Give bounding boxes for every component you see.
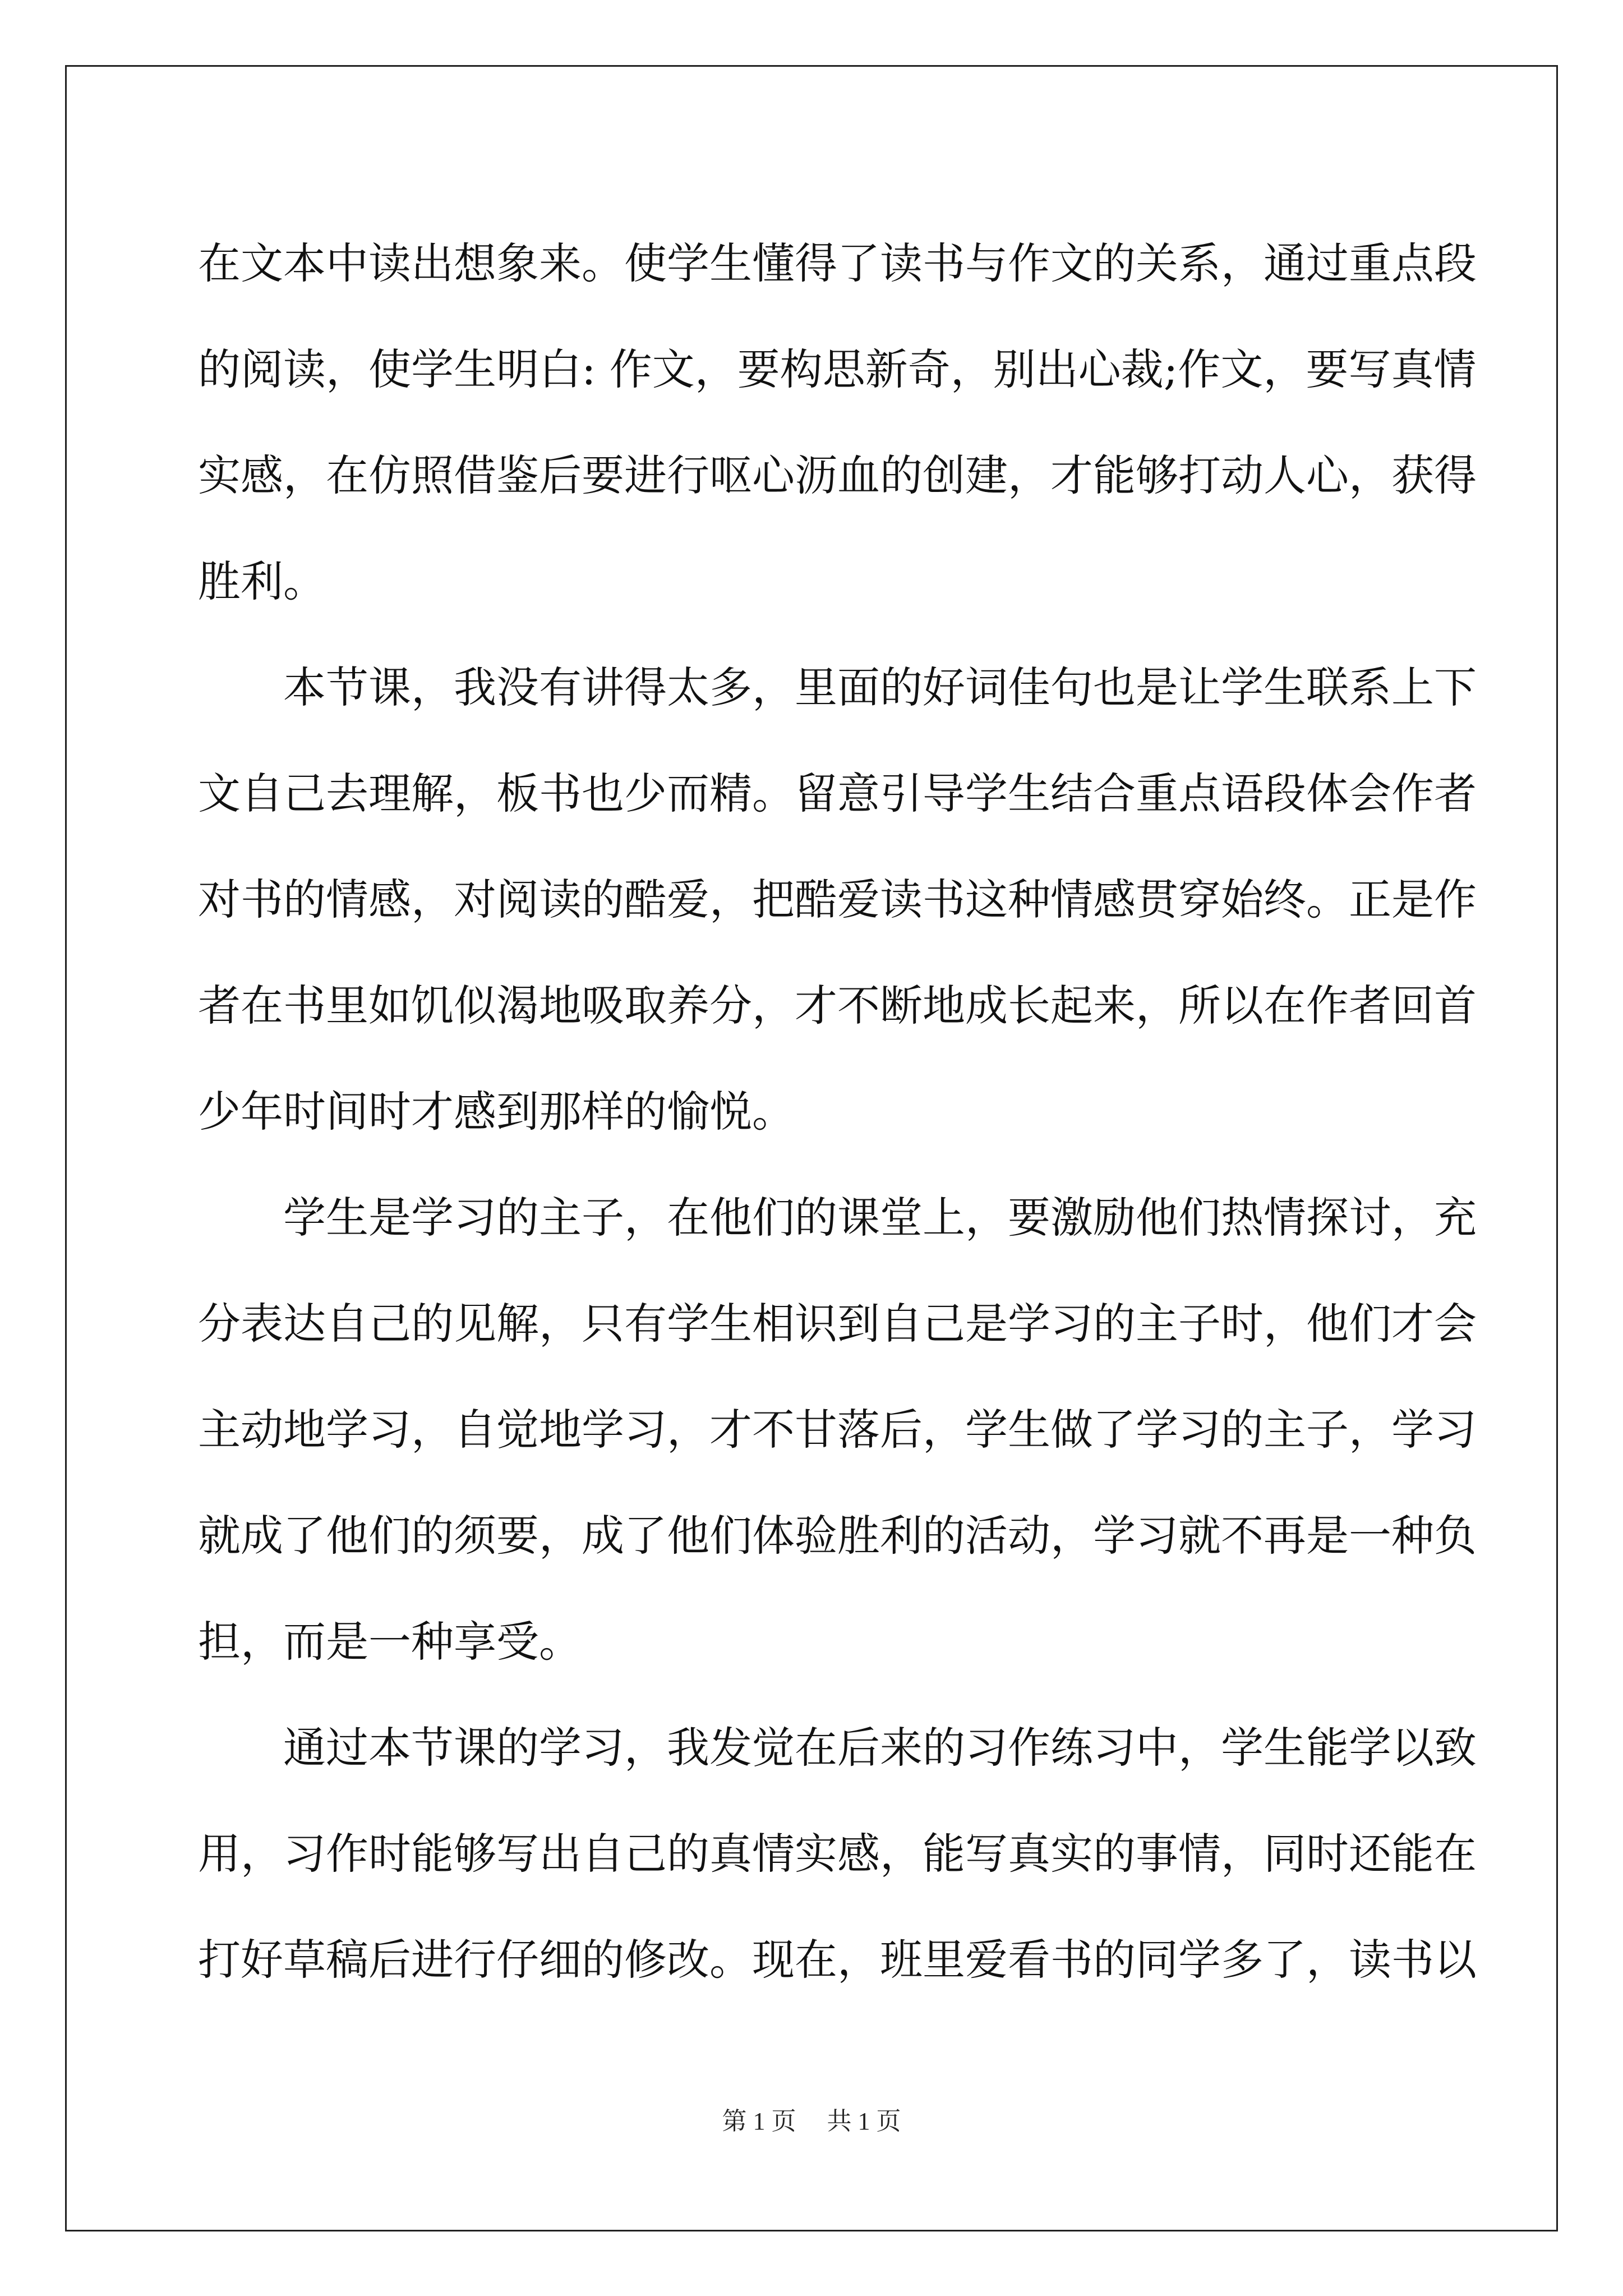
text-line: 就成了他们的须要，成了他们体验胜利的活动，学习就不再是一种负 [198, 1511, 1477, 1561]
document-body [198, 210, 1477, 2013]
text-line: 通过本节课的学习，我发觉在后来的习作练习中，学生能学以致 [198, 1723, 1477, 1773]
text-line: 者在书里如饥似渴地吸取养分，才不断地成长起来，所以在作者回首 [198, 981, 1477, 1030]
text-line: 主动地学习，自觉地学习，才不甘落后，学生做了学习的主子，学习 [198, 1405, 1477, 1455]
text-line: 实感，在仿照借鉴后要进行呕心沥血的创建，才能够打动人心，获得 [198, 450, 1477, 500]
text-line: 文自己去理解，板书也少而精。留意引导学生结合重点语段体会作者 [198, 769, 1477, 818]
text-line: 少年时间时才感到那样的愉悦。 [198, 1087, 795, 1137]
text-line: 本节课，我没有讲得太多，里面的好词佳句也是让学生联系上下 [198, 662, 1477, 712]
text-line: 用，习作时能够写出自己的真情实感，能写真实的事情，同时还能在 [198, 1829, 1477, 1879]
text-line: 担，而是一种享受。 [198, 1617, 582, 1667]
text-line: 分表达自己的见解，只有学生相识到自己是学习的主子时，他们才会 [198, 1299, 1477, 1349]
page-number-footer: 第 1 页 共 1 页 [722, 2108, 901, 2135]
text-line: 对书的情感，对阅读的酷爱，把酷爱读书这种情感贯穿始终。正是作 [198, 875, 1477, 924]
text-line: 胜利。 [198, 556, 326, 606]
text-line: 的阅读，使学生明白: 作文，要构思新奇，别出心裁;作文，要写真情 [198, 344, 1477, 394]
text-line: 在文本中读出想象来。使学生懂得了读书与作文的关系，通过重点段 [198, 238, 1477, 288]
text-line: 学生是学习的主子，在他们的课堂上，要激励他们热情探讨，充 [198, 1193, 1477, 1243]
text-line: 打好草稿后进行仔细的修改。现在，班里爱看书的同学多了，读书以 [198, 1935, 1477, 1985]
